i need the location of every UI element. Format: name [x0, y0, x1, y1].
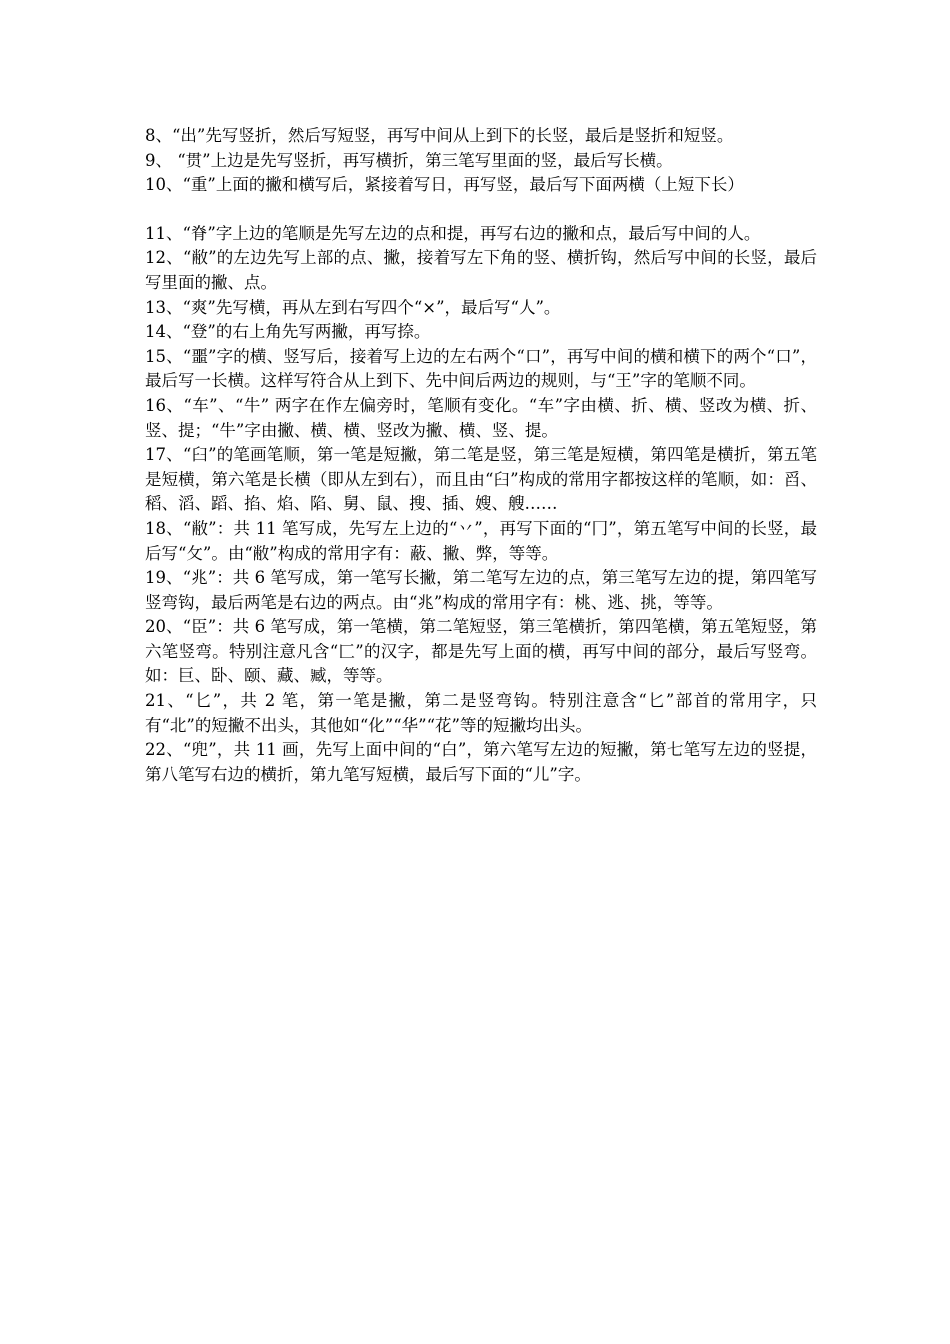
- paragraph-18: 18、“敝”：共 11 笔写成，先写左上边的“丷”，再写下面的“冂”，第五笔写中间的长竖，最后写“攵”。由“敝”构成的常用字有：蔽、撇、弊，等等。: [145, 518, 817, 563]
- paragraph-10: 10、“重”上面的撇和横写后，紧接着写日，再写竖，最后写下面两横（上短下长）: [145, 175, 744, 195]
- paragraph-19: 19、“兆”：共 6 笔写成，第一笔写长撇，第二笔写左边的点，第三笔写左边的提，第四笔写竖弯钩，最后两笔是右边的两点。由“兆”构成的常用字有：桃、逃、挑，等等。: [145, 568, 817, 612]
- paragraph-11: 11、“脊”字上边的笔顺是先写左边的点和提，再写右边的撇和点，最后写中间的人。: [145, 223, 761, 243]
- paragraph-15: 15、“噩”字的横、竖写后，接着写上边的左右两个“口”，再写中间的横和横下的两个“口”，最后写一长横。这样写符合从上到下、先中间后两边的规则，与“王”字的笔顺不同。: [145, 346, 817, 391]
- paragraph-13: 13、“爽”先写横，再从左到右写四个“×”，最后写“人”。: [145, 297, 561, 317]
- paragraph-8: 8、“出”先写竖折，然后写短竖，再写中间从上到下的长竖，最后是竖折和短竖。: [145, 126, 734, 145]
- paragraph-14: 14、“登”的右上角先写两撇，再写捺。: [145, 322, 431, 342]
- paragraph-9: 9、 “贯”上边是先写竖折，再写横折，第三笔写里面的竖，最后写长横。: [145, 150, 673, 170]
- paragraph-17: 17、“臼”的笔画笔顺，第一笔是短撇，第二笔是竖，第三笔是短横，第四笔是横折，第五笔是短横，第六笔是长横（即从左到右），而且由“臼”构成的常用字都按这样的笔顺，如：舀、稻、滔、蹈、掐、焰、陷、舅、鼠、搜、插、嫂、艘……: [145, 445, 817, 514]
- paragraph-21: 21、“匕”，共 2 笔，第一笔是撇，第二是竖弯钩。特别注意含“匕”部首的常用字，只有“北”的短撇不出头，其他如“化”“华”“花”等的短撇均出头。: [145, 691, 817, 735]
- paragraph-16: 16、“车”、“牛” 两字在作左偏旁时，笔顺有变化。“车”字由横、折、横、竖改为横、折、竖、提；“牛”字由撇、横、横、竖改为撇、横、竖、提。: [145, 395, 817, 440]
- paragraph-12: 12、“敝”的左边先写上部的点、撇，接着写左下角的竖、横折钩，然后写中间的长竖，最后写里面的撇、点。: [145, 248, 817, 292]
- paragraph-20: 20、“臣”：共 6 笔写成，第一笔横，第二笔短竖，第三笔横折，第四笔横，第五笔短竖，第六笔竖弯。特别注意凡含“匚”的汉字，都是先写上面的横，再写中间的部分，最后写竖弯。如：巨、卧、颐、藏、臧，等等。: [145, 617, 817, 686]
- blank-line: [145, 198, 817, 222]
- document-body: [145, 124, 817, 787]
- paragraph-22: 22、“兜”，共 11 画，先写上面中间的“白”，第六笔写左边的短撇，第七笔写左边的竖提，第八笔写右边的横折，第九笔写短横，最后写下面的“儿”字。: [145, 740, 817, 784]
